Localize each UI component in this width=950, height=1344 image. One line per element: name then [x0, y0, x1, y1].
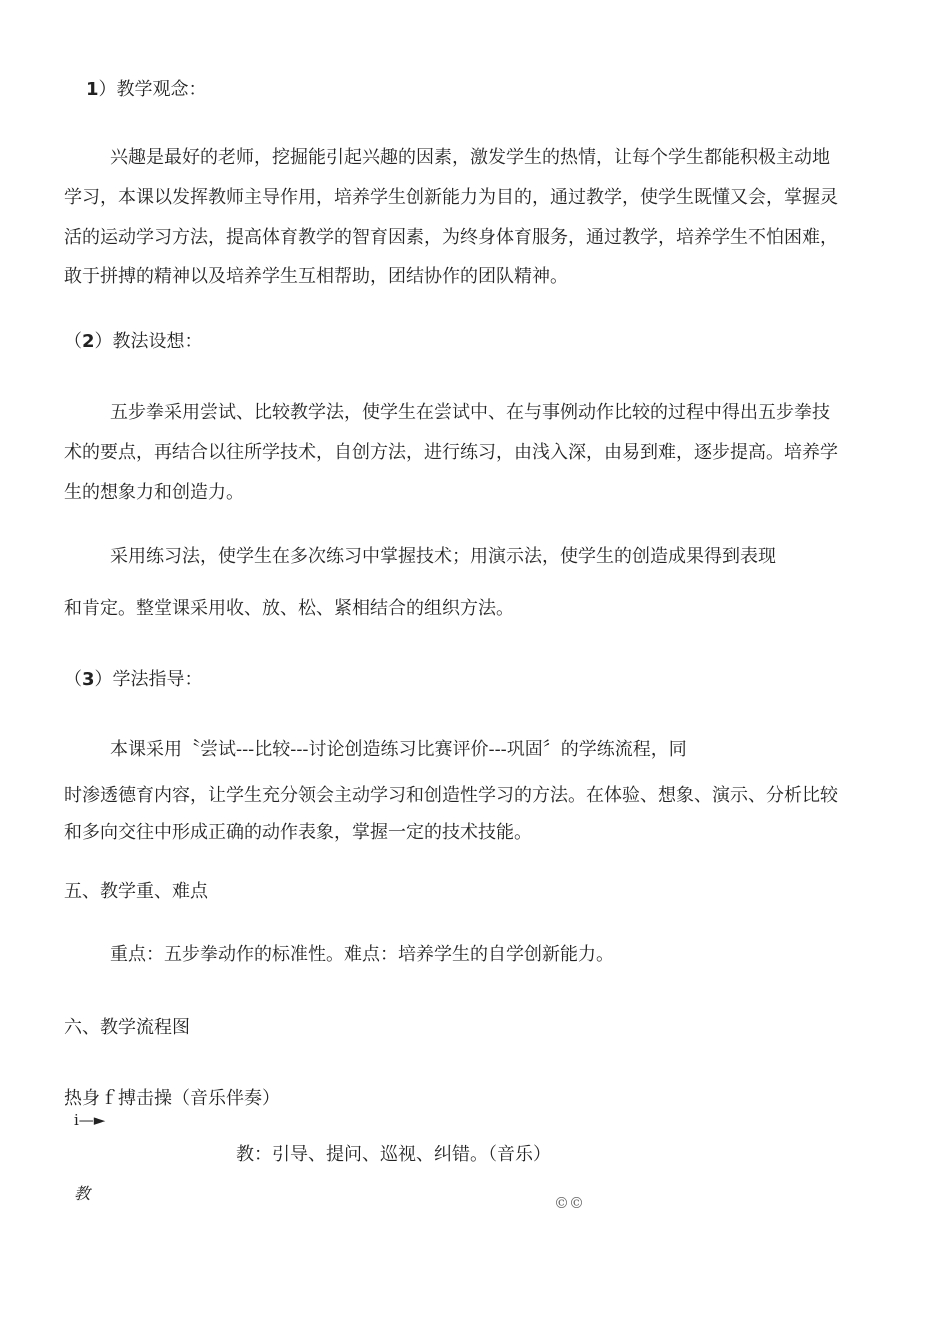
paragraph-line: 兴趣是最好的老师，挖掘能引起兴趣的因素，激发学生的热情，让每个学生都能积极主动地	[110, 147, 830, 168]
paragraph-line: 五步拳采用尝试、比较教学法，使学生在尝试中、在与事例动作比较的过程中得出五步拳技	[110, 402, 830, 423]
flow-arrow: i—►	[74, 1111, 106, 1129]
heading-learning-guidance: （3）学法指导：	[64, 669, 203, 690]
heading-key-points: 五、教学重、难点	[64, 881, 208, 902]
paragraph-line: 和肯定。整堂课采用收、放、松、紧相结合的组织方法。	[64, 598, 514, 619]
flow-symbols: ©©	[554, 1194, 584, 1212]
heading-teaching-method: （2）教法设想：	[64, 331, 203, 352]
flow-teacher-line: 教：引导、提问、巡视、纠错。（音乐）	[236, 1144, 551, 1165]
key-points-text: 重点：五步拳动作的标准性。难点：培养学生的自学创新能力。	[110, 944, 614, 965]
flow-fragment: 教	[74, 1184, 91, 1203]
paragraph-line: 敢于拼搏的精神以及培养学生互相帮助，团结协作的团队精神。	[64, 266, 568, 287]
paragraph-line: 术的要点，再结合以往所学技术，自创方法，进行练习，由浅入深，由易到难，逐步提高。培养学	[64, 442, 838, 463]
paragraph-line: 生的想象力和创造力。	[64, 482, 244, 503]
paragraph-line: 活的运动学习方法，提高体育教学的智育因素，为终身体育服务，通过教学，培养学生不怕困难，	[64, 227, 838, 248]
paragraph-line: 时渗透德育内容，让学生充分领会主动学习和创造性学习的方法。在体验、想象、演示、分析比较	[64, 785, 838, 806]
paragraph-line: 和多向交往中形成正确的动作表象，掌握一定的技术技能。	[64, 822, 532, 843]
paragraph-line: 采用练习法，使学生在多次练习中掌握技术；用演示法，使学生的创造成果得到表现	[110, 546, 776, 567]
heading-teaching-concept: 1）教学观念：	[86, 79, 207, 100]
heading-flow-chart: 六、教学流程图	[64, 1017, 190, 1038]
paragraph-line: 学习，本课以发挥教师主导作用，培养学生创新能力为目的，通过教学，使学生既懂又会，掌握灵	[64, 187, 838, 208]
flow-warmup-line: 热身ｆ搏击操（音乐伴奏）	[64, 1088, 280, 1109]
paragraph-line: 本课采用〝尝试---比较---讨论创造练习比赛评价---巩固〞的学练流程，同	[110, 739, 687, 760]
